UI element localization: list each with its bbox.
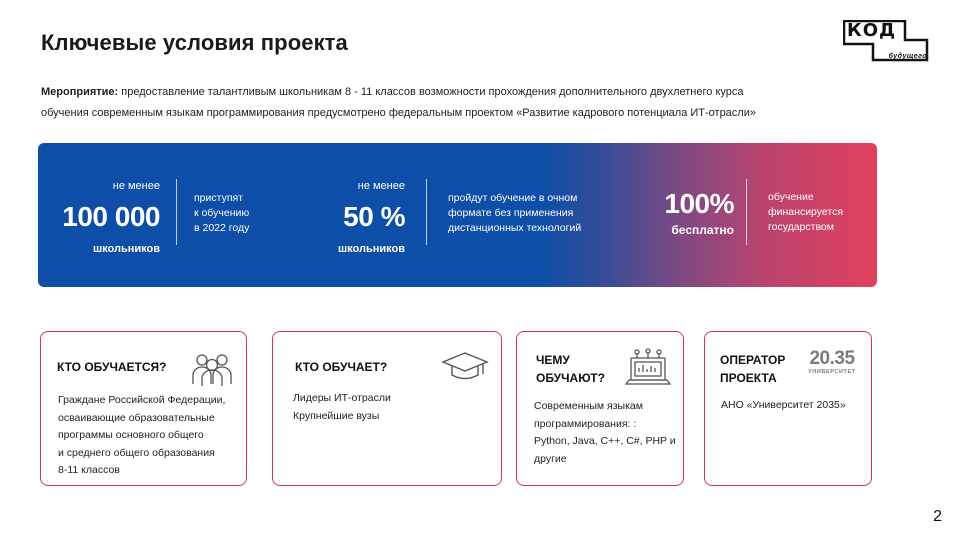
stat2-value: 50 % [343, 201, 405, 232]
logo-sub-text: будущего [888, 53, 927, 60]
card-line: и среднего общего образования [58, 446, 215, 459]
card-title: КТО ОБУЧАЕТСЯ? [57, 360, 167, 374]
stat2-top: не менее [357, 180, 405, 192]
card-line: Лидеры ИТ-отрасли [293, 392, 391, 404]
stat1-value: 100 000 [62, 201, 160, 232]
stat3-value: 100% [664, 188, 734, 219]
intro-paragraph [41, 82, 871, 124]
logo-2035-number: 20.35 [809, 348, 855, 369]
card-title [536, 351, 605, 387]
card-who-teaches [272, 331, 502, 486]
card-line: Крупнейшие вузы [293, 409, 380, 422]
stat2-desc [448, 191, 608, 236]
divider [426, 179, 427, 245]
stat3-desc [768, 190, 868, 235]
laptop-code-icon [625, 348, 671, 388]
card-line: АНО «Университет 2035» [721, 399, 846, 411]
stat2-desc-line: дистанционных технологий [448, 222, 582, 234]
card-what-taught [516, 331, 684, 486]
card-line: программы основного общего [58, 429, 204, 441]
card-line: программирования: : [534, 417, 637, 430]
card-title-line: ОБУЧАЮТ? [536, 371, 605, 385]
stat1-desc-line: в 2022 году [194, 222, 250, 234]
card-line: Современным языкам [534, 400, 643, 412]
stat3-bottom: бесплатно [671, 223, 734, 237]
card-who-learns [40, 331, 247, 486]
card-line: Python, Java, C++, C#, PHP и [534, 435, 676, 447]
card-body [293, 390, 391, 425]
page-number: 2 [933, 508, 942, 525]
card-line: осваивающие образовательные [58, 411, 215, 424]
card-line: другие [534, 452, 567, 465]
logo-2035-caption: УНИВЕРСИТЕТ [808, 369, 856, 375]
card-operator [704, 331, 872, 486]
stat1-bottom: школьников [93, 243, 160, 255]
card-line: 8-11 классов [58, 464, 120, 476]
intro-line-2: обучения современным языкам программирования предусмотрено федеральным проектом «Развитие кадрового потенциала ИТ-отрасли» [41, 107, 756, 119]
card-title-line: ОПЕРАТОР [720, 353, 786, 367]
stats-banner [38, 143, 877, 287]
card-title [720, 351, 785, 387]
stat1-top: не менее [112, 180, 160, 192]
intro-line-1: предоставление талантливым школьникам 8 - 11 классов возможности прохождения дополнительного двухлетнего курса [118, 86, 744, 98]
stat1-desc-line: приступят [194, 192, 243, 204]
stat2-desc-line: формате без применения [448, 207, 574, 219]
stat1-desc [194, 191, 304, 236]
card-title-line: ПРОЕКТА [720, 371, 777, 385]
divider [746, 179, 747, 245]
stat2-desc-line: пройдут обучение в очном [448, 192, 578, 204]
stat3-desc-line: финансируется [768, 206, 844, 218]
graduation-cap-icon [441, 350, 489, 384]
stat1-desc-line: к обучению [194, 207, 250, 219]
stat3-desc-line: государством [768, 221, 834, 233]
page-title: Ключевые условия проекта [41, 30, 348, 55]
intro-label: Мероприятие: [41, 86, 119, 98]
stat3-desc-line: обучение [768, 191, 814, 203]
people-group-icon [188, 350, 236, 386]
card-title: КТО ОБУЧАЕТ? [295, 360, 388, 374]
card-body [534, 398, 676, 468]
logo-main-text: КОД [847, 20, 897, 41]
card-body [58, 392, 225, 480]
card-title-line: ЧЕМУ [536, 353, 570, 367]
stat2-bottom: школьников [338, 243, 405, 255]
kod-budushchego-logo [843, 20, 929, 62]
divider [176, 179, 177, 245]
university-2035-logo [805, 349, 859, 375]
card-body [721, 397, 846, 415]
card-line: Граждане Российской Федерации, [58, 394, 226, 406]
